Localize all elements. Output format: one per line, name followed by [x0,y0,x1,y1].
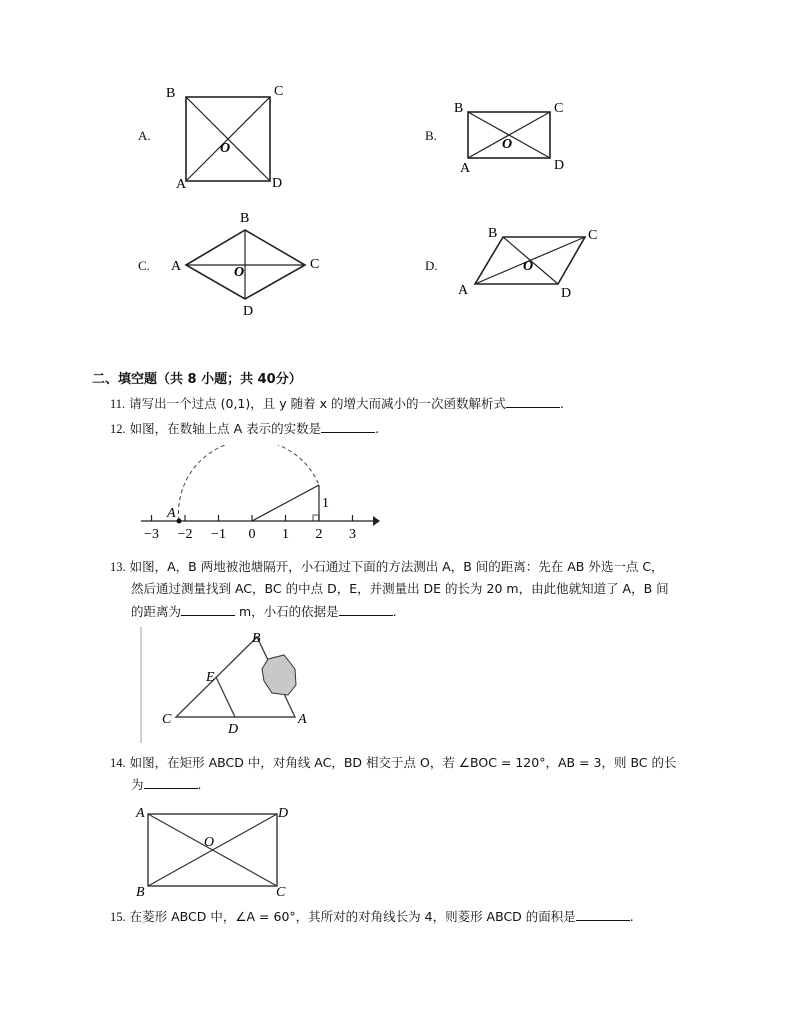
option-b-label: B. [425,128,437,143]
question-13 [110,556,710,578]
tick-label: −1 [211,527,226,542]
point-a: A [458,283,469,298]
tick-label: −2 [177,527,193,542]
point-b: B [166,86,176,101]
question-text: 如图，A，B 两地被池塘隔开，小石通过下面的方法测出 A，B 间的距离：先在 AB 外选一点 C， [129,559,664,574]
answer-blank[interactable] [144,776,198,789]
point-a: A [176,177,187,192]
svg-text:D: D [228,722,239,737]
svg-text:B: B [252,631,261,646]
question-number: 15. [110,910,126,924]
point-c: C [588,228,598,243]
question-text: 如图，在数轴上点 A 表示的实数是 [129,421,322,436]
question-number: 13. [110,560,126,574]
tick-label: 1 [282,527,289,542]
option-a-figure [160,80,300,195]
question-14-line2: 为 . [131,777,202,792]
tick-label: 3 [349,527,356,542]
pond-figure [140,625,330,745]
point-o: O [220,141,231,156]
question-13-line2: 然后通过测量找到 AC，BC 的中点 D，E，并测量出 DE 的长为 20 m，由此他就知道了 A，B 间 [131,581,669,596]
question-14 [110,752,710,774]
point-c: C [554,101,564,116]
answer-blank[interactable] [181,603,235,616]
point-d: D [243,304,254,319]
svg-text:C: C [276,885,286,898]
svg-text:D: D [278,806,289,821]
option-c-label: C. [138,258,150,273]
point-a-label: A [167,506,176,521]
point-o: O [502,137,513,152]
option-b-figure [450,95,580,180]
point-b: B [454,101,464,116]
point-a: A [171,259,182,274]
point-o: O [523,259,534,274]
number-line-figure [135,445,385,545]
section-title: 二、填空题（共 8 小题；共 40分） [92,372,302,387]
rectangle-figure [132,800,302,898]
tick-label: 0 [248,527,256,542]
svg-text:A: A [136,806,145,821]
question-15: 15. 在菱形 ABCD 中，∠A = 60°，其所对的对角线长为 4，则菱形 ABCD 的面积是 . [110,909,634,924]
point-c: C [310,257,320,272]
svg-text:A: A [298,712,307,727]
question-13-line3: 的距离为 m，小石的依据是 . [131,604,397,619]
tick-label: −3 [144,527,159,542]
question-12: 12. 如图，在数轴上点 A 表示的实数是 . [110,421,380,436]
point-a-dot [177,519,182,524]
option-d-figure [455,222,610,302]
svg-text:E: E [206,670,215,685]
point-b: B [240,211,250,226]
question-text: 如图，在矩形 ABCD 中，对角线 AC，BD 相交于点 O，若 ∠BOC = 120°，AB = 3，则 BC 的长 [129,755,677,770]
svg-text:B: B [136,885,145,898]
question-text: 请写出一个过点 (0,1)，且 y 随着 x 的增大而减小的一次函数解析式 [129,396,506,411]
question-text: 在菱形 ABCD 中，∠A = 60°，其所对的对角线长为 4，则菱形 ABCD 的面积是 [129,909,576,924]
point-c: C [274,84,284,99]
answer-blank[interactable] [576,908,630,921]
option-a-label: A. [138,128,151,143]
point-d: D [561,286,572,301]
question-number: 12. [110,422,126,436]
question-number: 11. [110,397,126,411]
point-o: O [234,265,245,280]
tick-label: 2 [315,527,323,542]
svg-text:O: O [204,835,215,850]
point-d: D [272,176,283,191]
answer-blank[interactable] [339,603,393,616]
option-c-figure [168,205,338,320]
svg-text:C: C [162,712,172,727]
answer-blank[interactable] [506,395,560,408]
option-d-label: D. [425,258,438,273]
point-b: B [488,226,498,241]
height-label: 1 [322,496,329,511]
answer-blank[interactable] [321,420,375,433]
point-a: A [460,161,471,176]
question-11: 11. 请写出一个过点 (0,1)，且 y 随着 x 的增大而减小的一次函数解析式 . [110,396,564,411]
question-number: 14. [110,756,126,770]
point-d: D [554,158,565,173]
